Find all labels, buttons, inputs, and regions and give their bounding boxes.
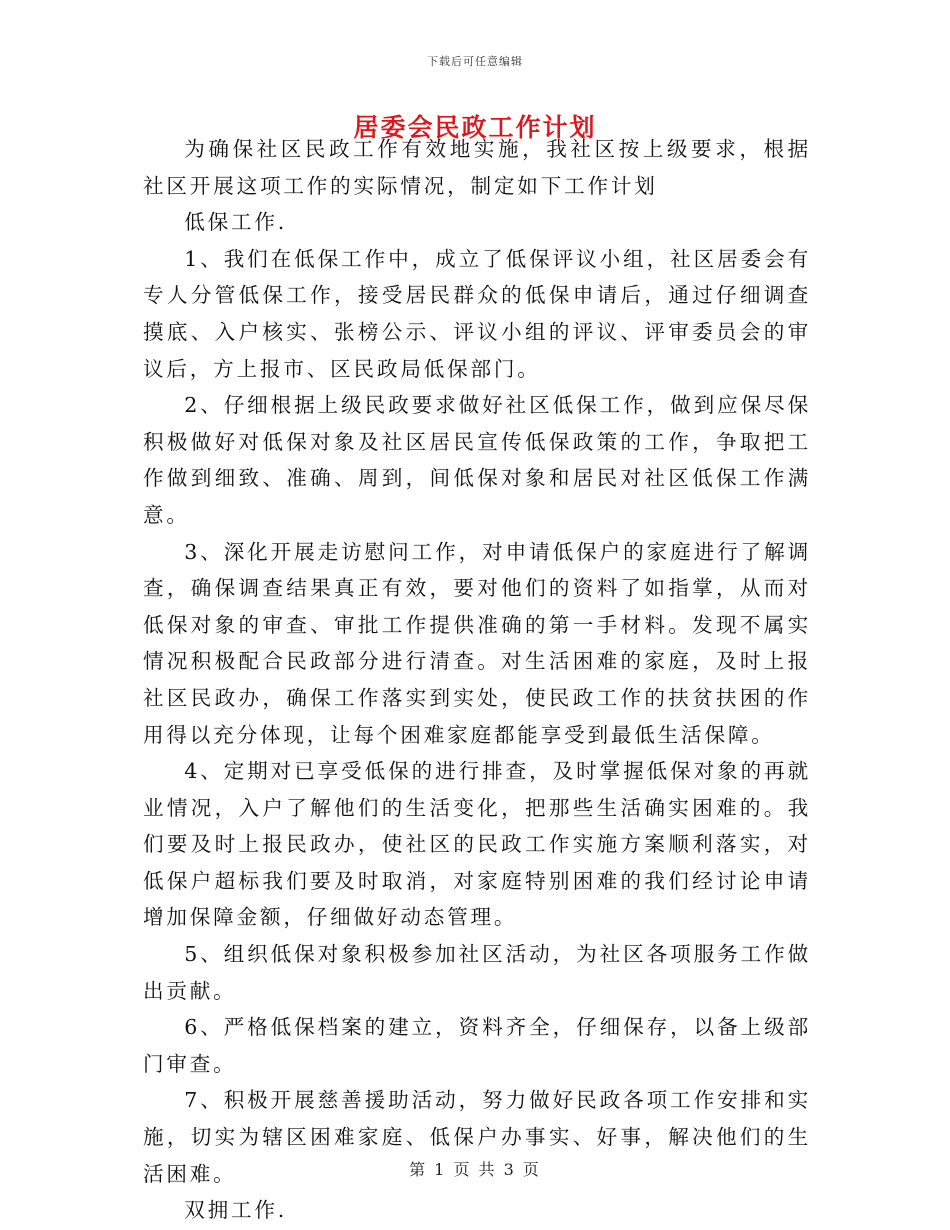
paragraph-item-2: 2、仔细根据上级民政要求做好社区低保工作，做到应保尽保积极做好对低保对象及社区居民宣传低保政策的工作，争取把工作做到细致、准确、周到，间低保对象和居民对社区低保工作满意。 xyxy=(143,393,811,527)
section-heading-shuangyong: 双拥工作. xyxy=(184,1198,288,1223)
header-note: 下载后可任意编辑 xyxy=(427,55,523,68)
total-pages-number: 3 xyxy=(503,1160,516,1179)
intro-paragraph: 为确保社区民政工作有效地实施，我社区按上级要求，根据社区开展这项工作的实际情况，制定如下工作计划 xyxy=(143,137,811,198)
paragraph-item-6: 6、严格低保档案的建立，资料齐全，仔细保存，以备上级部门审查。 xyxy=(143,1015,811,1076)
footer-mid: 页 共 xyxy=(453,1160,497,1179)
footer-suffix: 页 xyxy=(522,1160,541,1179)
footer-prefix: 第 xyxy=(409,1160,428,1179)
paragraph-item-7: 7、积极开展慈善援助活动，努力做好民政各项工作安排和实施，切实为辖区困难家庭、低保户办事实、好事，解决他们的生活困难。 xyxy=(143,1088,811,1186)
paragraph-item-4: 4、定期对已享受低保的进行排查，及时掌握低保对象的再就业情况，入户了解他们的生活变化，把那些生活确实困难的。我们要及时上报民政办，使社区的民政工作实施方案顺利落实，对低保户超标我们要及时取消，对家庭特别困难的我们经讨论申请增加保障金额，仔细做好动态管理。 xyxy=(143,759,811,930)
paragraph-item-3: 3、深化开展走访慰问工作，对申请低保户的家庭进行了解调查，确保调查结果真正有效，要对他们的资料了如指掌，从而对低保对象的审查、审批工作提供准确的第一手材料。发现不属实情况积极配合民政部分进行清查。对生活困难的家庭，及时上报社区民政办，确保工作落实到实处，使民政工作的扶贫扶困的作用得以充分体现，让每个困难家庭都能享受到最低生活保障。 xyxy=(143,539,811,747)
section-heading-dibao: 低保工作. xyxy=(184,210,288,235)
paragraph-item-5: 5、组织低保对象积极参加社区活动，为社区各项服务工作做出贡献。 xyxy=(143,942,811,1003)
paragraph-item-1: 1、我们在低保工作中，成立了低保评议小组，社区居委会有专人分管低保工作，接受居民群众的低保申请后，通过仔细调查摸底、入户核实、张榜公示、评议小组的评议、评审委员会的审议后，方上报市、区民政局低保部门。 xyxy=(143,246,811,381)
page-number-footer xyxy=(0,1157,950,1180)
document-body xyxy=(143,131,811,1229)
current-page-number: 1 xyxy=(434,1160,447,1179)
document-title: 居委会民政工作计划 xyxy=(353,113,597,142)
